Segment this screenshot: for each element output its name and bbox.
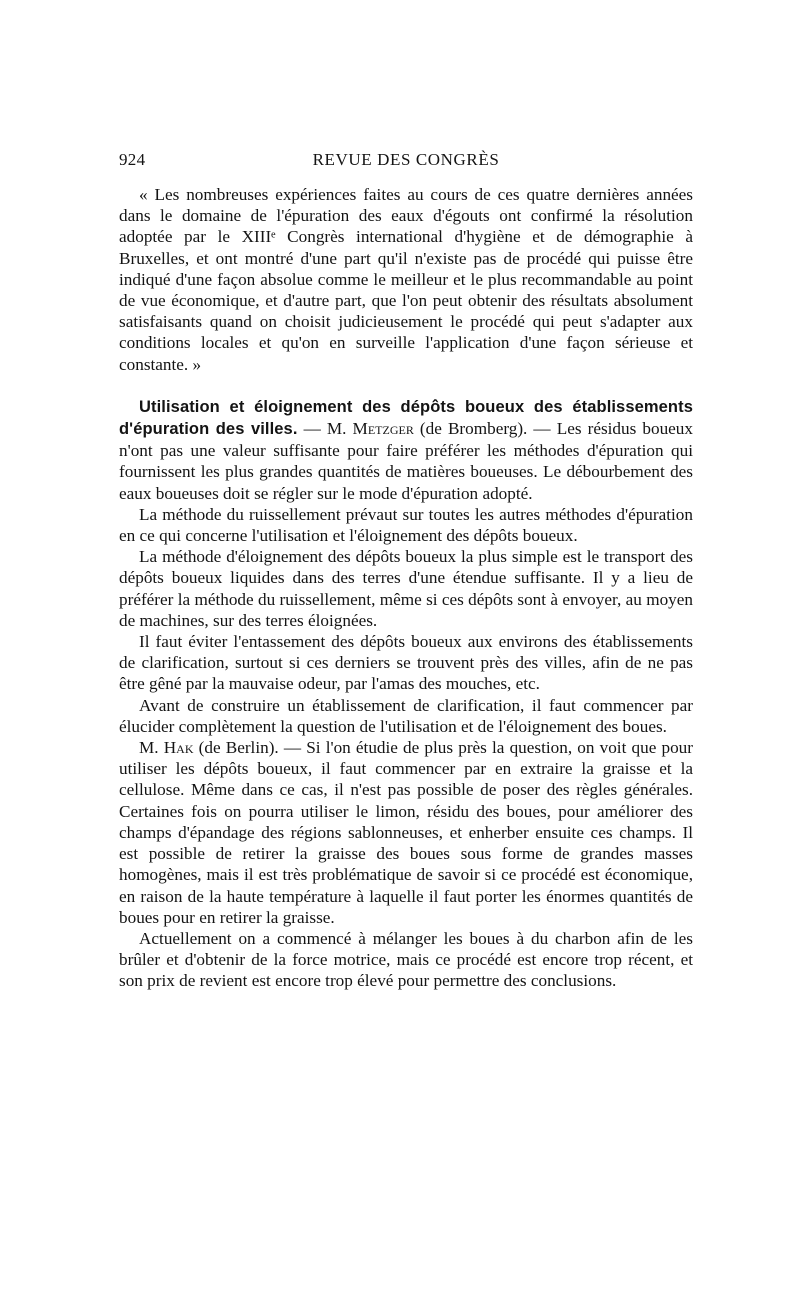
running-title: REVUE DES CONGRÈS bbox=[312, 150, 500, 169]
page-number: 924 bbox=[119, 150, 146, 169]
body-paragraph: Il faut éviter l'entassement des dépôts boueux aux environs des établissements de clarification, surtout si ces derniers se trouvent près des villes, afin de ne pas être gêné par la mauvaise odeur, par l'amas des mouches, etc. bbox=[119, 632, 693, 694]
article-intro-text: Les résidus boueux n'ont pas une valeur suffisante pour faire préférer les méthodes d'épuration qui fournissent les plus grandes quantités de matières boueuses. Le débourbement des eaux boueuses doit se régler sur le mode d'épuration adopté. bbox=[119, 419, 693, 503]
hak-paragraph bbox=[119, 737, 693, 928]
body-paragraph: La méthode du ruissellement prévaut sur toutes les autres méthodes d'épuration en ce qui concerne l'utilisation et l'éloignement des dépôts boueux. bbox=[119, 504, 693, 546]
body-paragraph: Avant de construire un établissement de clarification, il faut commencer par élucider complètement la question de l'utilisation et de l'éloignement des boues. bbox=[119, 695, 693, 736]
hak-text: (de Berlin). — Si l'on étudie de plus près la question, on voit que pour utiliser les dépôts boueux, il faut commencer par en extraire la graisse et la cellulose. Même dans ce cas, il n'est pas possible de poser des règles générales. Certaines fois on pourra utiliser le limon, résidu des boues, pour améliorer des champs d'épandage des régions sablonneuses, et enherber ensuite ces champs. Il est possible de retirer la graisse des boues sous forme de grandes masses homogènes, mais il est très problématique de savoir si ce procédé est économique, en raison de la haute température à laquelle il faut porter les énormes quantités de boues pour en retirer la graisse. bbox=[119, 738, 693, 927]
author-name: Metzger bbox=[352, 419, 414, 439]
author-suffix: (de Bromberg). — bbox=[413, 419, 557, 439]
author-prefix: — M. bbox=[297, 419, 353, 439]
article-intro-paragraph bbox=[119, 396, 693, 504]
page-header bbox=[119, 150, 693, 176]
document-page bbox=[119, 150, 693, 992]
body-paragraph: La méthode d'éloignement des dépôts boueux la plus simple est le transport des dépôts boueux liquides dans des terres d'une étendue suffisante. Il y a lieu de préférer la méthode du ruissellement, même si ces dépôts sont à envoyer, au moyen de machines, sur des terres éloignées. bbox=[119, 547, 693, 630]
final-paragraph: Actuellement on a commencé à mélanger les boues à du charbon afin de les brûler et d'obtenir de la force motrice, mais ce procédé est encore trop récent, et son prix de revient est encore trop élevé pour permettre des conclusions. bbox=[119, 928, 693, 991]
hak-name: Hak bbox=[163, 738, 194, 758]
hak-prefix: M. bbox=[139, 738, 164, 758]
article-title: Utilisation et éloignement des dépôts boueux des établissements d'épuration des villes. bbox=[119, 397, 693, 439]
quoted-resolution-paragraph: « Les nombreuses expériences faites au cours de ces quatre dernières années dans le domaine de l'épuration des eaux d'égouts ont confirmé la résolution adoptée par le XIIIᵉ Congrès international d'hygiène et de démographie à Bruxelles, et ont montré d'une part qu'il n'existe pas de procédé qui puisse être indiqué d'une façon absolue comme le meilleur et le plus recommandable au point de vue économique, et d'autre part, que l'on peut obtenir des résultats absolument satisfaisants quand on choisit judicieusement le procédé qui peut s'adapter aux conditions locales et qu'on en surveille l'application d'une façon sérieuse et constante. » bbox=[119, 185, 693, 374]
